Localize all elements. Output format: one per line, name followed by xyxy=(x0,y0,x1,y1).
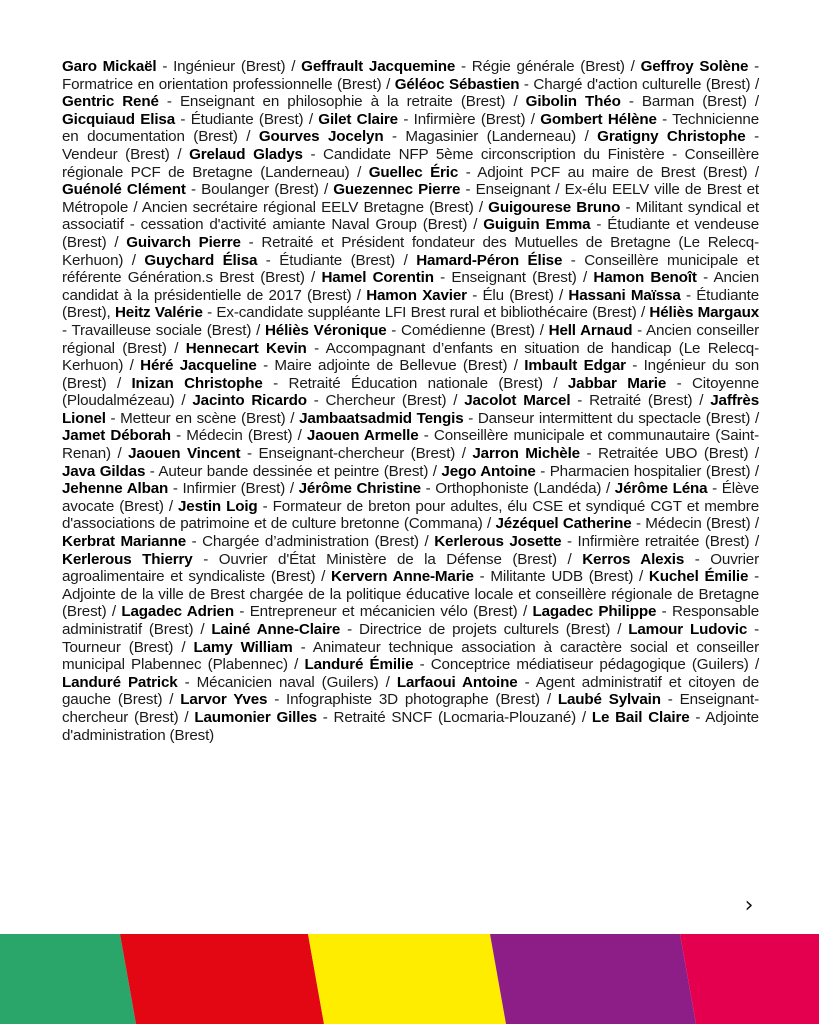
signatory-description: Retraitée UBO (Brest) xyxy=(598,445,749,463)
signatory-name: Guiguin Emma xyxy=(483,216,591,234)
signatory-name: Kerlerous Thierry xyxy=(62,550,193,568)
signatory-entry: Heitz Valérie - Ex-candidate suppléante LFI Brest rural et bibliothécaire (Brest) xyxy=(114,304,637,322)
signatory-description: Étudiante (Brest), xyxy=(62,286,760,322)
signatory-description: Ingénieur du son (Brest) xyxy=(62,357,760,392)
signatory-entry: Lainé Anne-Claire - Directrice de projets culturels (Brest) xyxy=(211,621,611,638)
color-stripe xyxy=(120,934,324,1024)
signatory-name: Gratigny Christophe xyxy=(597,128,746,146)
signatory-description: Médecin (Brest) xyxy=(186,427,293,445)
signatory-description: Tourneur (Brest) xyxy=(62,638,174,656)
signatory-entry: Larfaoui Antoine - Agent administratif et citoyen de gauche (Brest) xyxy=(62,673,760,709)
signatory-description: Élu (Brest) xyxy=(482,286,554,304)
signatory-description: Régie générale (Brest) xyxy=(471,58,625,75)
signatory-entry: Laumonier Gilles - Retraité SNCF (Locmaria-Plouzané) xyxy=(194,708,577,726)
signatory-description: Conseillère municipale et communautaire (Saint-Renan) xyxy=(62,427,759,463)
signatory-name: Java Gildas xyxy=(62,462,146,480)
signatory-name: Jérôme Léna xyxy=(614,480,708,498)
signatory-description: Chargée d’administration (Brest) xyxy=(202,533,419,551)
signatory-name: Guigourese Bruno xyxy=(488,198,621,216)
signatory-description: Magasinier (Landerneau) xyxy=(405,128,577,146)
signatory-name: Hell Arnaud xyxy=(548,321,633,339)
signatory-description: Comédienne (Brest) xyxy=(401,321,535,339)
signatory-name: Gibolin Théo xyxy=(525,93,621,111)
signatory-name: Landuré Patrick xyxy=(62,673,178,691)
signatory-entry: Gibolin Théo - Barman (Brest) xyxy=(525,93,747,111)
signatory-description: Maire adjointe de Bellevue (Brest) xyxy=(274,357,508,375)
signatory-entry: Gourves Jocelyn - Magasinier (Landerneau) xyxy=(258,128,577,146)
signatory-description: Conseillère municipale et référente Génération.s Brest (Brest) xyxy=(62,251,760,287)
signatory-description: Agent administratif et citoyen de gauche (Brest) xyxy=(62,673,760,709)
signatories-list: Garo Mickaël - Ingénieur (Brest) / Geffrault Jacquemine - Régie générale (Brest) / Geffroy Solène - Formatrice en orientation professionnelle (Brest) / Géléoc Sébastien - Chargé d'action culturelle (Brest) / Gentric René - Enseignant en philosophie à la retraite (Brest) / Gibolin Théo - Barman (Brest) / Gicquiaud Elisa - Étudiante (Brest) / Gilet Claire - Infirmière (Brest) / Gombert Hélène - Technicienne en documentation (Brest) / Gourves Jocelyn - Magasinier (Landerneau) / Gratigny Christophe - Vendeur (Brest) / Grelaud Gladys - Candidate NFP 5ème circonscription du Finistère - Conseillère régionale PCF de Bretagne (Landerneau) / Guellec Éric - Adjoint PCF au maire de Brest (Brest) / Guénolé Clément - Boulanger (Brest) / Guezennec Pierre - Enseignant / Ex-élu EELV ville de Brest et Métropole / Ancien secrétaire régional EELV Bretagne (Brest) / Guigourese Bruno - Militant syndical et associatif - cessation d'activité amiante Naval Group (Brest) / Guiguin Emma - Étudiante et vendeuse (Brest) / Guivarch Pierre - Retraité et Président fondateur des Mutuelles de Bretagne (Le Relecq-Kerhuon) / Guychard Élisa - Étudiante (Brest) / Hamard-Péron Élise - Conseillère municipale et référente Génération.s Brest (Brest) / Hamel Corentin - Enseignant (Brest) / Hamon Benoît - Ancien candidat à la présidentielle de 2017 (Brest) / Hamon Xavier - Élu (Brest) / Hassani Maïssa - Étudiante (Brest), Heitz Valérie - Ex-candidate suppléante LFI Brest rural et bibliothécaire (Brest) / Héliès Margaux - Travailleuse sociale (Brest) / Héliès Véronique - Comédienne (Brest) / Hell Arnaud - Ancien conseiller régional (Brest) / Hennecart Kevin - Accompagnant d’enfants en situation de handicap (Le Relecq-Kerhuon) / Héré Jacqueline - Maire adjointe de Bellevue (Brest) / Imbault Edgar - Ingénieur du son (Brest) / Inizan Christophe - Retraité Éducation nationale (Brest) / Jabbar Marie - Citoyenne (Ploudalmézeau) / Jacinto Ricardo - Chercheur (Brest) / Jacolot Marcel - Retraité (Brest) / Jaffrès Lionel - Metteur en scène (Brest) / Jambaatsadmid Tengis - Danseur intermittent du spectacle (Brest) / Jamet Déborah - Médecin (Brest) / Jaouen Armelle - Conseillère municipale et communautaire (Saint-Renan) / Jaouen Vincent - Enseignant-chercheur (Brest) / Jarron Michèle - Retraitée UBO (Brest) / Java Gildas - Auteur bande dessinée et peintre (Brest) / Jego Antoine - Pharmacien hospitalier (Brest) / Jehenne Alban - Infirmier (Brest) / Jérôme Christine - Orthophoniste (Landéda) / Jérôme Léna - Élève avocate (Brest) / Jestin Loig - Formateur de breton pour adultes, élu CSE et syndiqué CGT et membre d'associations de patrimoine et de culture bretonne (Commana) / Jézéquel Catherine - Médecin (Brest) / Kerbrat Marianne - Chargée d’administration (Brest) / Kerlerous Josette - Infirmière retraitée (Brest) / Kerlerous Thierry - Ouvrier d'État Ministère de la Défense (Brest) / Kerros Alexis - Ouvrier agroalimentaire et syndicaliste (Brest) / Kervern Anne-Marie - Militante UDB (Brest) / Kuchel Émilie - Adjointe de la ville de Brest chargée de la politique éducative locale et conseillère régionale de Bretagne (Brest) / Lagadec Adrien - Entrepreneur et mécanicien vélo (Brest) / Lagadec Philippe - Responsable administratif (Brest) / Lainé Anne-Claire - Directrice de projets culturels (Brest) / Lamour Ludovic - Tourneur (Brest) / Lamy William - Animateur technique association à caractère social et conseiller municipal Plabennec (Plabennec) / Landuré Émilie - Conceptrice médiatiseur pédagogique (Guilers) / Landuré Patrick - Mécanicien naval (Guilers) / Larfaoui Antoine - Agent administratif et citoyen de gauche (Brest) / Larvor Yves - Infographiste 3D photographe (Brest) / Laubé Sylvain - Enseignant-chercheur (Brest) / Laumonier Gilles - Retraité SNCF (Locmaria-Plouzané) / Le Bail Claire - Adjointe d'administration (Brest) xyxy=(62,58,760,744)
signatory-description: Technicienne en documentation (Brest) xyxy=(62,110,760,146)
signatory-entry: Guellec Éric - Adjoint PCF au maire de Brest (Brest) xyxy=(368,163,748,181)
signatory-description: Orthophoniste (Landéda) xyxy=(435,480,602,498)
signatory-entry: Lagadec Philippe - Responsable administratif (Brest) xyxy=(62,603,759,638)
signatory-name: Larvor Yves xyxy=(180,691,268,709)
signatory-description: Infirmière retraitée (Brest) xyxy=(577,533,750,551)
signatory-description: Retraité SNCF (Locmaria-Plouzané) xyxy=(333,708,577,726)
signatory-description: Retraité et Président fondateur des Mutuelles de Bretagne (Le Relecq-Kerhuon) xyxy=(62,233,759,269)
signatory-entry: Java Gildas - Auteur bande dessinée et peintre (Brest) xyxy=(62,462,429,480)
signatory-description: Infirmier (Brest) xyxy=(182,480,286,498)
signatory-entry: Gicquiaud Elisa - Étudiante (Brest) xyxy=(62,110,304,128)
signatory-entry: Imbault Edgar - Ingénieur du son (Brest) xyxy=(62,357,760,392)
signatory-name: Heitz Valérie xyxy=(114,304,203,322)
signatory-name: Le Bail Claire xyxy=(591,708,690,726)
color-stripes-banner xyxy=(0,934,819,1024)
color-stripe xyxy=(308,934,506,1024)
signatory-description: Médecin (Brest) xyxy=(645,515,751,533)
signatory-name: Jaffrès Lionel xyxy=(62,392,759,427)
signatory-entry: Héliès Véronique - Comédienne (Brest) xyxy=(264,321,535,339)
signatory-name: Héré Jacqueline xyxy=(140,357,257,375)
signatory-description: Conceptrice médiatiseur pédagogique (Guilers) xyxy=(430,656,749,674)
signatory-name: Jaouen Armelle xyxy=(306,427,419,445)
signatory-entry: Gentric René - Enseignant en philosophie à la retraite (Brest) xyxy=(62,93,506,111)
signatory-entry: Jaouen Armelle - Conseillère municipale et communautaire (Saint-Renan) xyxy=(62,427,759,463)
color-stripe xyxy=(0,934,136,1024)
signatory-name: Guychard Élisa xyxy=(144,251,258,269)
signatory-name: Geffrault Jacquemine xyxy=(301,58,456,75)
signatory-entry: Guigourese Bruno - Militant syndical et associatif - cessation d'activité amiante Naval Group (Brest) xyxy=(62,198,759,234)
signatory-entry: Jaffrès Lionel - Metteur en scène (Brest) xyxy=(62,392,759,427)
signatory-name: Kuchel Émilie xyxy=(648,568,749,586)
signatory-entry: Hassani Maïssa - Étudiante (Brest), xyxy=(62,286,760,322)
signatory-name: Hassani Maïssa xyxy=(568,286,681,304)
signatory-entry: Landuré Émilie - Conceptrice médiatiseur pédagogique (Guilers) xyxy=(304,656,749,674)
signatory-name: Kerros Alexis xyxy=(582,550,685,568)
signatory-description: Enseignant / Ex-élu EELV ville de Brest et Métropole / Ancien secrétaire régional EELV Bretagne (Brest) xyxy=(62,181,759,216)
color-stripe xyxy=(680,934,819,1024)
signatory-description: Ouvrier agroalimentaire et syndicaliste (Brest) xyxy=(62,550,760,586)
signatory-entry: Gilet Claire - Infirmière (Brest) xyxy=(318,110,526,128)
signatory-entry: Geffrault Jacquemine - Régie générale (Brest) xyxy=(301,58,625,75)
signatory-entry: Kuchel Émilie - Adjointe de la ville de Brest chargée de la politique éducative locale et conseillère régionale de Bretagne (Brest) xyxy=(62,568,759,621)
signatory-name: Jamet Déborah xyxy=(62,427,171,445)
color-stripe xyxy=(490,934,696,1024)
signatory-description: Étudiante (Brest) xyxy=(190,110,304,128)
signatory-description: Barman (Brest) xyxy=(641,93,747,111)
signatory-name: Jaouen Vincent xyxy=(128,445,241,463)
signatory-name: Laumonier Gilles xyxy=(194,708,317,726)
signatory-name: Gourves Jocelyn xyxy=(258,128,384,146)
signatory-entry: Garo Mickaël - Ingénieur (Brest) xyxy=(62,58,286,75)
signatory-entry: Hamard-Péron Élise - Conseillère municipale et référente Génération.s Brest (Brest) xyxy=(62,251,760,287)
signatory-name: Kerbrat Marianne xyxy=(62,533,187,551)
signatory-name: Géléoc Sébastien xyxy=(394,75,520,93)
signatory-name: Jestin Loig xyxy=(178,497,258,515)
signatory-entry: Inizan Christophe - Retraité Éducation nationale (Brest) xyxy=(131,374,543,392)
signatory-name: Lamour Ludovic xyxy=(628,621,748,638)
signatory-name: Gicquiaud Elisa xyxy=(62,110,176,128)
signatory-description: Adjointe d'administration (Brest) xyxy=(62,708,759,744)
signatory-description: Animateur technique association à caractère social et conseiller municipal Plabennec (Plabennec) xyxy=(62,638,760,674)
signatory-name: Guivarch Pierre xyxy=(126,233,241,251)
signatory-description: Auteur bande dessinée et peintre (Brest) xyxy=(158,462,429,480)
signatory-name: Héliès Véronique xyxy=(264,321,387,339)
signatory-entry: Jacinto Ricardo - Chercheur (Brest) xyxy=(192,392,447,410)
signatory-description: Élève avocate (Brest) xyxy=(62,480,760,515)
signatory-description: Danseur intermittent du spectacle (Brest) xyxy=(477,409,751,427)
signatory-description: Responsable administratif (Brest) xyxy=(62,603,759,638)
signatory-name: Guénolé Clément xyxy=(62,181,186,199)
signatory-name: Geffroy Solène xyxy=(640,58,749,75)
signatory-entry: Jézéquel Catherine - Médecin (Brest) xyxy=(495,515,751,533)
signatory-entry: Jestin Loig - Formateur de breton pour adultes, élu CSE et syndiqué CGT et membre d'associations de patrimoine et de culture bretonne (Commana) xyxy=(62,497,760,533)
signatory-entry: Landuré Patrick - Mécanicien naval (Guilers) xyxy=(62,673,379,691)
signatory-name: Lamy William xyxy=(193,638,293,656)
signatory-entry: Hell Arnaud - Ancien conseiller régional (Brest) xyxy=(62,321,760,357)
signatory-entry: Hennecart Kevin - Accompagnant d’enfants en situation de handicap (Le Relecq-Kerhuon) xyxy=(62,339,759,375)
signatory-name: Garo Mickaël xyxy=(62,58,157,75)
signatory-name: Gombert Hélène xyxy=(540,110,657,128)
signatory-entry: Héré Jacqueline - Maire adjointe de Bellevue (Brest) xyxy=(140,357,508,375)
signatory-description: Étudiante et vendeuse (Brest) xyxy=(62,216,760,251)
signatory-description: Enseignant en philosophie à la retraite (Brest) xyxy=(179,93,506,111)
signatory-description: Mécanicien naval (Guilers) xyxy=(196,673,379,691)
signatory-name: Grelaud Gladys xyxy=(189,145,303,163)
signatory-description: Ex-candidate suppléante LFI Brest rural et bibliothécaire (Brest) xyxy=(216,304,637,322)
signatory-entry: Kerlerous Thierry - Ouvrier d'État Ministère de la Défense (Brest) xyxy=(62,550,557,568)
signatory-name: Gilet Claire xyxy=(318,110,398,128)
signatory-entry: Kerlerous Josette - Infirmière retraitée (Brest) xyxy=(434,533,750,551)
signatory-name: Jarron Michèle xyxy=(472,445,580,463)
signatory-entry: Jabbar Marie - Citoyenne (Ploudalmézeau) xyxy=(62,374,759,410)
signatory-entry: Géléoc Sébastien - Chargé d'action culturelle (Brest) xyxy=(394,75,751,93)
signatory-description: Directrice de projets culturels (Brest) xyxy=(359,621,611,638)
signatory-entry: Kervern Anne-Marie - Militante UDB (Brest) xyxy=(331,568,634,586)
signatory-name: Jego Antoine xyxy=(441,462,536,480)
signatory-description: Formatrice en orientation professionnelle (Brest) xyxy=(62,75,382,93)
signatory-description: Chargé d'action culturelle (Brest) xyxy=(533,75,751,93)
signatory-name: Inizan Christophe xyxy=(131,374,263,392)
signatory-name: Laubé Sylvain xyxy=(557,691,661,709)
signatory-description: Adjointe de la ville de Brest chargée de la politique éducative locale et conseillère régionale de Bretagne (Brest) xyxy=(62,585,759,621)
signatory-description: Ingénieur (Brest) xyxy=(173,58,286,75)
signatory-description: Vendeur (Brest) xyxy=(62,145,170,163)
signatory-description: Pharmacien hospitalier (Brest) xyxy=(549,462,751,480)
signatory-entry: Guezennec Pierre - Enseignant / Ex-élu EELV ville de Brest et Métropole / Ancien secrétaire régional EELV Bretagne (Brest) xyxy=(62,181,759,216)
signatory-entry: Hamon Benoît - Ancien candidat à la présidentielle de 2017 (Brest) xyxy=(62,269,760,304)
signatory-description: Candidate NFP 5ème circonscription du Finistère - Conseillère régionale PCF de Bretagne (Landerneau) xyxy=(62,145,760,181)
signatory-entry: Larvor Yves - Infographiste 3D photographe (Brest) xyxy=(180,691,540,709)
signatory-name: Hennecart Kevin xyxy=(185,339,307,357)
signatory-name: Hamon Benoît xyxy=(593,269,697,287)
signatory-description: Ancien candidat à la présidentielle de 2017 (Brest) xyxy=(62,269,760,304)
signatory-name: Kerlerous Josette xyxy=(434,533,562,551)
signatory-description: Enseignant-chercheur (Brest) xyxy=(62,691,759,726)
signatory-entry: Jérôme Léna - Élève avocate (Brest) xyxy=(62,480,760,515)
signatory-entry: Guychard Élisa - Étudiante (Brest) xyxy=(144,251,396,269)
signatory-entry: Kerbrat Marianne - Chargée d’administration (Brest) xyxy=(62,533,419,551)
signatory-entry: Jambaatsadmid Tengis - Danseur intermittent du spectacle (Brest) xyxy=(299,409,751,427)
signatory-entry: Hamon Xavier - Élu (Brest) xyxy=(366,286,554,304)
signatory-name: Jehenne Alban xyxy=(62,480,169,498)
signatory-entry: Lamy William - Animateur technique association à caractère social et conseiller municipal Plabennec (Plabennec) xyxy=(62,638,760,674)
signatory-entry: Jacolot Marcel - Retraité (Brest) xyxy=(464,392,693,410)
signatory-description: Enseignant-chercheur (Brest) xyxy=(258,445,456,463)
signatory-description: Ancien conseiller régional (Brest) xyxy=(62,321,760,357)
signatory-name: Hamon Xavier xyxy=(366,286,467,304)
signatory-name: Lagadec Adrien xyxy=(121,603,234,621)
signatory-description: Chercheur (Brest) xyxy=(325,392,447,410)
signatory-entry: Kerros Alexis - Ouvrier agroalimentaire et syndicaliste (Brest) xyxy=(62,550,760,586)
next-arrow-icon[interactable]: › xyxy=(744,893,754,918)
signatory-description: Infirmière (Brest) xyxy=(413,110,526,128)
signatory-description: Entrepreneur et mécanicien vélo (Brest) xyxy=(249,603,518,621)
signatory-entry: Jamet Déborah - Médecin (Brest) xyxy=(62,427,293,445)
signatory-name: Jacolot Marcel xyxy=(464,392,571,410)
signatory-description: Travailleuse sociale (Brest) xyxy=(71,321,252,339)
signatory-entry: Hamel Corentin - Enseignant (Brest) xyxy=(321,269,577,287)
signatory-entry: Gratigny Christophe - Vendeur (Brest) xyxy=(62,128,759,163)
signatory-entry: Jérôme Christine - Orthophoniste (Landéda) xyxy=(298,480,602,498)
signatory-name: Landuré Émilie xyxy=(304,656,414,674)
signatory-description: Infographiste 3D photographe (Brest) xyxy=(286,691,540,709)
signatory-description: Retraité Éducation nationale (Brest) xyxy=(288,374,543,392)
signatory-description: Formateur de breton pour adultes, élu CSE et syndiqué CGT et membre d'associations de patrimoine et de culture bretonne (Commana) xyxy=(62,497,760,533)
signatory-entry: Laubé Sylvain - Enseignant-chercheur (Brest) xyxy=(62,691,759,726)
signatory-entry: Geffroy Solène - Formatrice en orientation professionnelle (Brest) xyxy=(62,58,759,93)
signatory-description: Boulanger (Brest) xyxy=(201,181,319,199)
signatory-entry: Jaouen Vincent - Enseignant-chercheur (Brest) xyxy=(128,445,456,463)
signatory-name: Guellec Éric xyxy=(368,163,459,181)
signatory-description: Citoyenne (Ploudalmézeau) xyxy=(62,374,759,410)
signatory-name: Héliès Margaux xyxy=(649,304,759,322)
signatory-description: Metteur en scène (Brest) xyxy=(120,409,286,427)
signatory-name: Lainé Anne-Claire xyxy=(211,621,341,638)
signatory-entry: Lamour Ludovic - Tourneur (Brest) xyxy=(62,621,759,656)
signatory-entry: Guivarch Pierre - Retraité et Président fondateur des Mutuelles de Bretagne (Le Relecq-Kerhuon) xyxy=(62,233,759,269)
signatory-name: Kervern Anne-Marie xyxy=(331,568,474,586)
signatory-name: Jabbar Marie xyxy=(567,374,667,392)
signatory-description: Adjoint PCF au maire de Brest (Brest) xyxy=(477,163,748,181)
signatory-entry: Guénolé Clément - Boulanger (Brest) xyxy=(62,181,319,199)
signatory-description: Ouvrier d'État Ministère de la Défense (Brest) xyxy=(218,550,557,568)
signatory-name: Imbault Edgar xyxy=(524,357,626,375)
signatory-name: Larfaoui Antoine xyxy=(396,673,518,691)
signatory-description: Militante UDB (Brest) xyxy=(490,568,634,586)
signatory-entry: Lagadec Adrien - Entrepreneur et mécanicien vélo (Brest) xyxy=(121,603,518,621)
signatory-name: Hamard-Péron Élise xyxy=(416,251,563,269)
signatory-description: Enseignant (Brest) xyxy=(451,269,577,287)
signatory-description: Étudiante (Brest) xyxy=(279,251,396,269)
signatory-entry: Grelaud Gladys - Candidate NFP 5ème circonscription du Finistère - Conseillère régionale PCF de Bretagne (Landerneau) xyxy=(62,145,760,181)
signatory-description: Retraité (Brest) xyxy=(589,392,693,410)
signatory-description: Militant syndical et associatif - cessation d'activité amiante Naval Group (Brest) xyxy=(62,198,759,234)
signatory-entry: Le Bail Claire - Adjointe d'administration (Brest) xyxy=(62,708,759,744)
signatory-name: Jambaatsadmid Tengis xyxy=(299,409,464,427)
signatory-name: Jézéquel Catherine xyxy=(495,515,632,533)
signatory-entry: Guiguin Emma - Étudiante et vendeuse (Brest) xyxy=(62,216,760,251)
signatory-name: Guezennec Pierre xyxy=(333,181,461,199)
signatory-entry: Jego Antoine - Pharmacien hospitalier (Brest) xyxy=(441,462,751,480)
signatory-name: Jérôme Christine xyxy=(298,480,421,498)
signatory-name: Gentric René xyxy=(62,93,159,111)
signatory-name: Jacinto Ricardo xyxy=(192,392,307,410)
signatory-name: Hamel Corentin xyxy=(321,269,434,287)
signatory-name: Lagadec Philippe xyxy=(532,603,657,621)
signatory-entry: Gombert Hélène - Technicienne en documentation (Brest) xyxy=(62,110,760,146)
signatory-entry: Héliès Margaux - Travailleuse sociale (Brest) xyxy=(62,304,759,339)
signatory-entry: Jehenne Alban - Infirmier (Brest) xyxy=(62,480,286,498)
signatory-entry: Jarron Michèle - Retraitée UBO (Brest) xyxy=(472,445,749,463)
signatory-description: Accompagnant d’enfants en situation de handicap (Le Relecq-Kerhuon) xyxy=(62,339,759,375)
